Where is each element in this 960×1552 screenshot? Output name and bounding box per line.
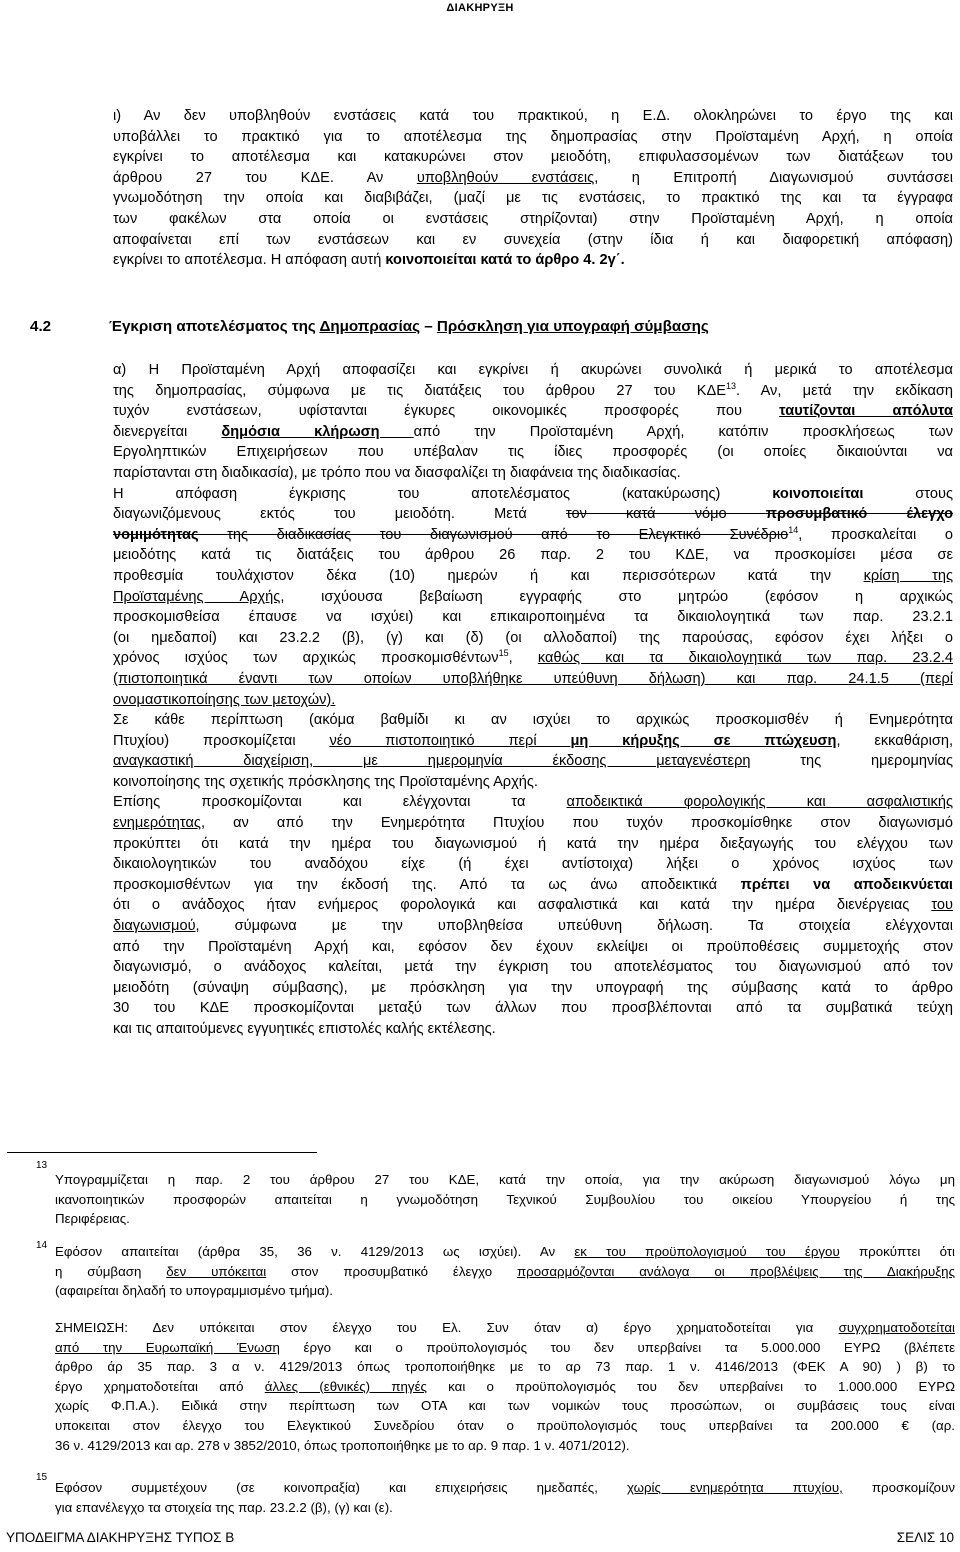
footnote-line: χωρίς Φ.Π.Α.). Ειδικά στην περίπτωση των ΟΤΑ και των νομικών τους προσώπων, οι συμβάσεις τους είναι [55,1398,955,1414]
text-line: ονομαστικοποίησης των μετοχών). [113,691,336,708]
paragraph-iota [113,106,953,271]
page-footer [6,1530,954,1545]
footnote-line: Περιφέρειας. [55,1211,130,1227]
text-line: ενημερότητας, αν από την Ενημερότητα Πτυχίου που τυχόν προσκομίσθηκε στον διαγωνισμό [113,815,953,832]
section-number: 4.2 [30,318,52,335]
text-line: διαγωνισμό, ο ανάδοχος καλείται, μετά την έγκριση του αποτελέσματος του διαγωνισμού από τον [113,959,953,976]
text-line: νομιμότητας της διαδικασίας του διαγωνισμού από το Ελεγκτικό Συνέδριο$^{14}$, προσκαλείται ο [113,524,953,543]
footnote-line: από την Ευρωπαϊκή Ένωση έργο και ο προϋπολογισμός του δεν υπερβαίνει τα 5.000.000 ΕΥΡΩ (βλέπετε [55,1339,955,1355]
text-line: τυχόν ενστάσεων, υφίστανται έγκυρες οικονομικές προσφορές που ταυτίζονται απόλυτα [113,403,953,420]
text-line: προσκομισθέντων για την έκδοσή της. Από τα ως άνω αποδεικτικά πρέπει να αποδεικνύεται [113,876,953,893]
footnote-14-mark: 14 [36,1240,48,1251]
text-line: άρθρου 27 του ΚΔΕ. Αν υποβληθούν ενστάσεις, η Επιτροπή Διαγωνισμού συντάσσει [113,169,953,186]
text-line: ότι ο ανάδοχος ήταν ενήμερος φορολογικά και ασφαλιστικά και κατά την ημέρα διενέργειας του [113,897,953,914]
footnote-line: άρθρο άρ 35 παρ. 3 α ν. 4129/2013 όπως τροποποιήθηκε με το αρ 73 παρ. 1 ν. 4146/2013 (ΦΕΚ Α 90) ) β) το [55,1359,955,1375]
footnote-line: Υπογραμμίζεται η παρ. 2 του άρθρου 27 του ΚΔΕ, κατά την οποία, για την ακύρωση διαγωνισμού λόγω μη [55,1172,955,1187]
text-line: Πτυχίου) προσκομίζεται νέο πιστοποιητικό περί μη κήρυξης σε πτώχευση, εκκαθάριση, [113,732,953,749]
text-line: της δημοπρασίας, σύμφωνα με τις διατάξεις του άρθρου 27 του ΚΔΕ$^{13}$. Αν, μετά την εκδίκαση [113,380,954,399]
footnote-line: Εφόσον απαιτείται (άρθρα 35, 36 ν. 4129/2013 ως ισχύει). Αν εκ του προϋπολογισμού του έργου προκύπτει ότι [55,1244,956,1259]
text-line: παρίστανται στη διαδικασία), με τρόπο που να διασφαλίζει τη διαφάνεια της διαδικασίας. [113,464,681,481]
text-line: μειοδότης κατά τις διατάξεις του άρθρου 26 παρ. 2 του ΚΔΕ, να προσκομίσει μέσα σε [113,547,953,564]
footer-page-number: ΣΕΛΙΣ 10 [896,1530,954,1545]
text-line: διενεργείται δημόσια κλήρωση από την Προϊσταμένη Αρχή, κατόπιν προσκλήσεως των [113,423,953,440]
footer-document-type: ΥΠΟΔΕΙΓΜΑ ΔΙΑΚΗΡΥΞΗΣ ΤΥΠΟΣ Β [6,1530,235,1545]
section-title: Έγκριση αποτελέσματος της Δημοπρασίας – Πρόσκληση για υπογραφή σύμβασης [109,318,709,335]
text-line: (πιστοποιητικά έναντι των οποίων υποβλήθηκε υπεύθυνη δήλωση) και παρ. 24.1.5 (περί [113,670,953,687]
text-line: των φακέλων στα οποία οι ενστάσεις στηρίζονται) στην Προϊσταμένη Αρχή, η οποία [113,210,953,227]
text-line: μειοδότη (σύναψη σύμβασης), με πρόσκληση για την υπογραφή της σύμβασης κατά το άρθρο [113,979,953,996]
footnote-line: 36 ν. 4129/2013 και αρ. 278 ν 3852/2010, όπως τροποποιήθηκε με το αρ. 9 παρ. 1 ν. 4071/2012). [55,1437,630,1453]
footnote-14-note [55,1318,955,1455]
footnote-line: ικανοποιητικών προσφορών απαιτείται η γνωμοδότηση Τεχνικού Συμβουλίου του οικείου Υπουργείου ή της [55,1191,955,1207]
text-line: Εργοληπτικών Επιχειρήσεων που υπέβαλαν τις ίδιες προσφορές (οι οποίες δικαιούνται να [113,444,953,461]
text-line: δικαιολογητικών του αναδόχου είχε (ή έχει αντίστοιχα) λήξει ο χρόνος ισχύος των [113,856,953,873]
text-line: διαγωνισμού, σύμφωνα με την υποβληθείσα υπεύθυνη δήλωση. Τα στοιχεία ελέγχονται [113,918,953,935]
text-line: εγκρίνει το αποτέλεσμα και κατακυρώνει στον μειοδότη, επιφυλασσομένων των διατάξεων του [113,149,953,166]
footnote-line: για επανέλεγχο τα στοιχεία της παρ. 23.2.2 (β), (γ) και (ε). [55,1499,393,1515]
text-line: υποβάλλει το πρακτικό για το αποτέλεσμα της δημοπρασίας στην Προϊσταμένη Αρχή, η οποία [113,128,953,145]
text-line: εγκρίνει το αποτέλεσμα. Η απόφαση αυτή κοινοποιείται κατά το άρθρο 4. 2γ΄. [113,252,625,269]
page-header-title: ΔΙΑΚΗΡΥΞΗ [446,2,514,14]
paragraph-alpha [113,360,953,1040]
footnote-13 [55,1170,955,1229]
text-line: 30 του ΚΔΕ προσκομίζονται μεταξύ των άλλων που προσβλέπονται από τα συμβατικά τεύχη [113,1000,953,1017]
text-line: Σε κάθε περίπτωση (ακόμα βαθμίδι κι αν ισχύει το αρχικώς προσκομισθέν ή Ενημερότητα [113,712,953,729]
footnote-separator [7,1152,317,1153]
text-line: α) Η Προϊσταμένη Αρχή αποφασίζει και εγκρίνει ή ακυρώνει συνολικά ή μερικά το αποτέλεσμα [113,362,953,378]
text-line: (οι ημεδαποί) και 23.2.2 (β), (γ) και (δ) (οι αλλοδαποί) της παρούσας, εφόσον έχει λήξει ο [113,629,953,646]
text-line: ι) Αν δεν υποβληθούν ενστάσεις κατά του πρακτικού, η Ε.Δ. ολοκληρώνει το έργο της και [113,108,953,124]
text-line: από την Προϊσταμένη Αρχή και, εφόσον δεν έχουν εκλείψει οι προϋποθέσεις συμμετοχής στον [113,938,953,955]
text-line: προσκομισθείσα έπαυσε να ισχύει) και επικαιροποιημένα τα δικαιολογητικά των παρ. 23.2.1 [113,609,953,626]
text-line: προθεσμία τουλάχιστον δέκα (10) ημερών ή και περισσότερων κατά την κρίση της [113,567,953,584]
text-line: κοινοποίησης της σχετικής πρόσκλησης της Προϊσταμένης Αρχής. [113,773,538,790]
footnote-14 [55,1242,955,1301]
text-line: αποφαίνεται επί των ενστάσεων και εν συνεχεία (στην ίδια ή και διαφορετική απόφαση) [113,231,953,248]
footnote-15 [55,1478,955,1517]
text-line: αναγκαστική διαχείριση, με ημερομηνία έκδοσης μεταγενέστερη της ημερομηνίας [113,753,953,770]
footnote-line: Εφόσον συμμετέχουν (σε κοινοπραξία) και επιχειρήσεις ημεδαπές, χωρίς ενημερότητα πτυχίου, προσκομίζουν [55,1480,955,1495]
text-line: και τις απαιτούμενες εγγυητικές επιστολές καλής εκτέλεσης. [113,1021,496,1037]
text-line: προκύπτει ότι κατά την ημέρα του διαγωνισμού ή κατά την ημέρα διεξαγωγής του ελέγχου των [113,835,953,852]
text-line: Επίσης προσκομίζονται και ελέγχονται τα αποδεικτικά φορολογικής και ασφαλιστικής [113,794,954,811]
footnote-13-mark: 13 [36,1160,48,1171]
text-line: γνωμοδότηση την οποία και διαβιβάζει, (μαζί με τις ενστάσεις, το πρακτικό της και τα έγγραφα [113,190,953,207]
footnote-15-mark: 15 [36,1472,48,1483]
footnote-line: έργο χρηματοδοτείται από άλλες (εθνικές) πηγές και ο προϋπολογισμός του δεν υπερβαίνει το 1.000.000 ΕΥΡΩ [55,1378,956,1394]
footnote-line: υποκειται στον έλεγχο του Ελεγκτικού Συνεδρίου όταν ο προϋπολογισμός τους υπερβαίνει τα 200.000 € (αρ. [55,1417,955,1433]
footnote-line: η σύμβαση δεν υπόκειται στον προσυμβατικό έλεγχο προσαρμόζονται ανάλογα οι προβλέψεις της Διακήρυξης [55,1263,955,1279]
text-line: Προϊσταμένης Αρχής, ισχύουσα βεβαίωση εγγραφής στο μητρώο (εφόσον η αρχικώς [113,588,953,605]
text-line: Η απόφαση έγκρισης του αποτελέσματος (κατακύρωσης) κοινοποιείται στους [113,485,953,502]
text-line: διαγωνιζόμενους εκτός του μειοδότη. Μετά τον κατά νόμο προσυμβατικό έλεγχο [113,506,954,523]
footnote-line: ΣΗΜΕΙΩΣΗ: Δεν υπόκειται στον έλεγχο του Ελ. Συν όταν α) έργο χρηματοδοτείται για συγχρηματοδοτείται [55,1320,955,1335]
text-line: χρόνος ισχύος των αρχικώς προσκομισθέντων$^{15}$, καθώς και τα δικαιολογητικά των παρ. 23.2.4 [113,648,954,667]
footnote-line: (αφαιρείται δηλαδή το υπογραμμισμένο τμήμα). [55,1283,333,1299]
